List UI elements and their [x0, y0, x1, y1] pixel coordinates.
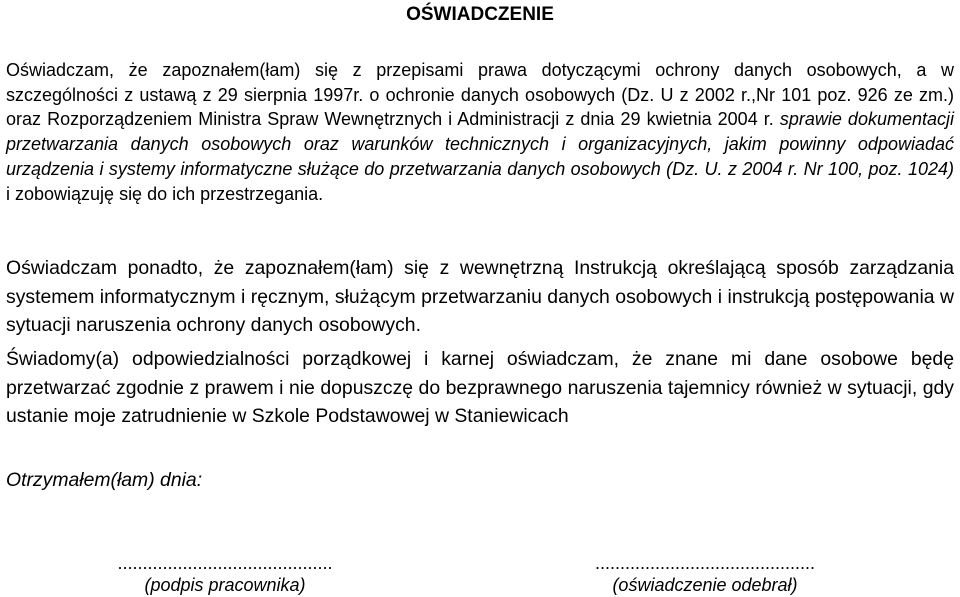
- paragraph-statement-responsibility: Świadomy(a) odpowiedzialności porządkowej i karnej oświadczam, że znane mi dane osobowe będę przetwarzać zgodnie z prawem i nie dopuszczę do bezprawnego naruszenia tajemnicy również w sytuacji, gdy ustanie moje zatrudnienie w Szkole Podstawowej w Staniewicach: [6, 348, 954, 427]
- signature-caption: (oświadczenie odebrał): [612, 575, 798, 595]
- signature-line: ...........................................: [117, 553, 333, 573]
- paragraph-part-regulation-title: sprawie dokumentacji przetwarzania danych osobowych oraz warunków technicznych i organizacyjnych, jakim powinny odpowiadać urządzenia i systemy informatyczne służące do przetwarzania danych osobowych (Dz. U. z 2004 r. Nr 100, poz. 1024): [6, 109, 954, 179]
- paragraph-part-intro: Oświadczam, że zapoznałem(łam) się z przepisami prawa dotyczącymi ochrony danych osobowych, a w szczególności z ustawą z 29 sierpnia 1997r. o ochronie danych osobowych (Dz. U z 2002 r.,Nr 101 poz. 926 ze zm.) oraz Rozporządzeniem Ministra Spraw Wewnętrznych i Administracji z dnia 29 kwietnia 2004 r.: [6, 60, 954, 130]
- paragraph-statement-instructions: Oświadczam ponadto, że zapoznałem(łam) się z wewnętrzną Instrukcją określającą sposób zarządzania systemem informatycznym i ręcznym, służącym przetwarzaniu danych osobowych i instrukcją postępowania w sytuacji naruszenia ochrony danych osobowych.: [6, 257, 954, 336]
- paragraph-statement-regulations: [6, 58, 954, 206]
- signature-line: ............................................: [594, 553, 816, 573]
- document-title: OŚWIADCZENIE: [406, 4, 554, 25]
- received-date-label: Otrzymałem(łam) dnia:: [6, 469, 203, 491]
- paragraph-part-obligation: i zobowiązuję się do ich przestrzegania.: [6, 183, 324, 204]
- signature-caption: (podpis pracownika): [144, 575, 306, 595]
- receiver-signature-block: [575, 552, 835, 596]
- employee-signature-block: [100, 552, 350, 596]
